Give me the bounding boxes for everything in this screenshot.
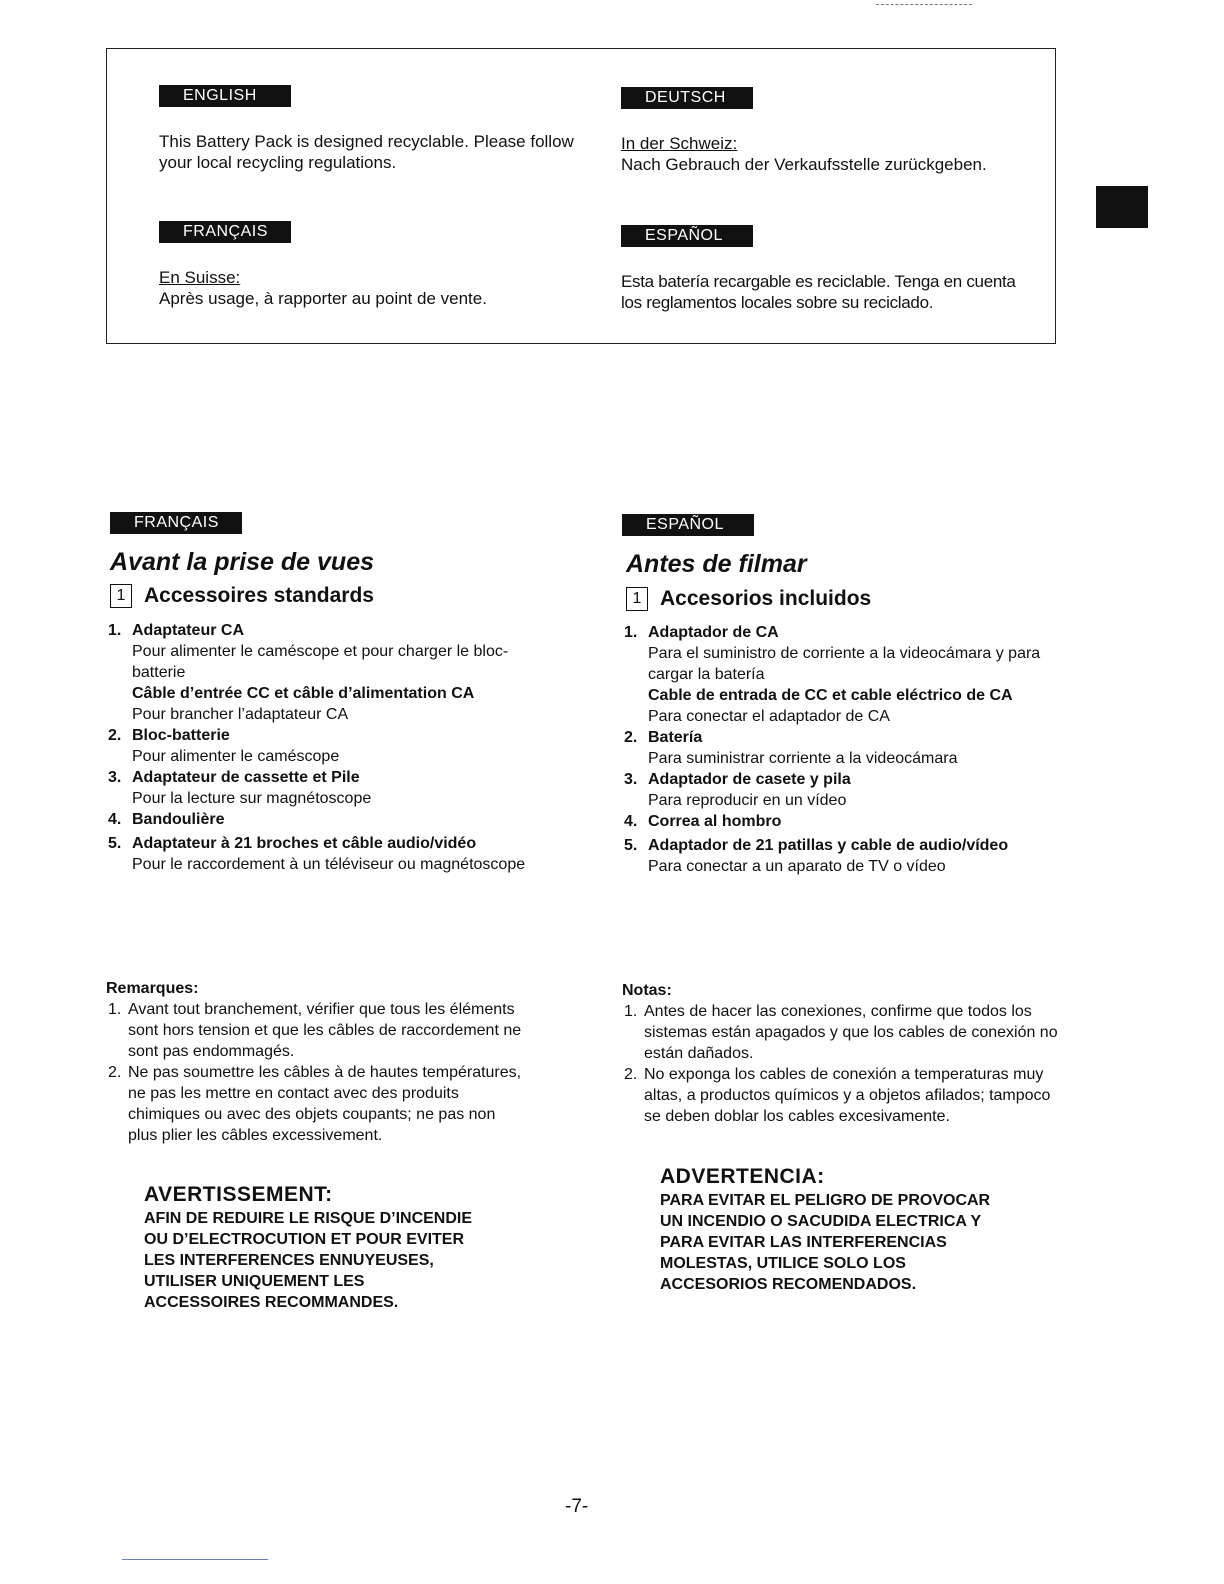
fr-language-label: FRANÇAIS bbox=[110, 512, 242, 534]
list-item bbox=[622, 811, 1062, 832]
item-number: 2. bbox=[624, 729, 638, 746]
item-number: 1. bbox=[108, 622, 122, 639]
es-section-title: Accesorios incluidos bbox=[660, 587, 872, 610]
fr-section-title: Accessoires standards bbox=[144, 584, 374, 607]
item-number: 5. bbox=[624, 837, 638, 854]
item-subtitle: Cable de entrada de CC et cable eléctrico de CA bbox=[648, 687, 1013, 704]
item-number: 3. bbox=[624, 771, 638, 788]
item-description: Para conectar a un aparato de TV o vídeo bbox=[648, 858, 946, 875]
fr-warning-title: AVERTISSEMENT: bbox=[144, 1183, 333, 1206]
list-item bbox=[106, 809, 566, 830]
top-edge-marks bbox=[876, 4, 972, 5]
item-description: Pour la lecture sur magnétoscope bbox=[132, 790, 372, 807]
deutsch-heading: In der Schweiz: bbox=[621, 134, 738, 153]
deutsch-block bbox=[621, 133, 1041, 175]
item-title: Correa al hombro bbox=[648, 813, 782, 830]
es-warning-title: ADVERTENCIA: bbox=[660, 1165, 825, 1188]
note-number: 2. bbox=[624, 1066, 638, 1083]
es-section-heading bbox=[626, 587, 871, 611]
francais-block bbox=[159, 267, 579, 309]
item-description: Pour alimenter le caméscope bbox=[132, 748, 340, 765]
fr-warning-text: AFIN DE REDUIRE LE RISQUE D’INCENDIE OU D’ELECTROCUTION ET POUR EVITER LES INTERFERENCES ENNUYEUSES, UTILISER UNIQUEMENT LES ACCESSOIRES RECOMMANDES. bbox=[144, 1210, 473, 1311]
fr-section-heading bbox=[110, 584, 374, 608]
list-item bbox=[622, 769, 1062, 811]
deutsch-label: DEUTSCH bbox=[621, 87, 753, 109]
english-text: This Battery Pack is designed recyclable. Please follow your local recycling regulations. bbox=[159, 132, 574, 172]
note-text: Avant tout branchement, vérifier que tous les éléments sont hors tension et que les câbles de raccordement ne sont pas endommagés. bbox=[128, 1001, 522, 1060]
francais-heading: En Suisse: bbox=[159, 268, 241, 287]
note-text: Antes de hacer las conexiones, confirme que todos los sistemas están apagados y que los cables de conexión no están dañados. bbox=[644, 1003, 1058, 1062]
es-language-label: ESPAÑOL bbox=[622, 514, 754, 536]
francais-text: Après usage, à rapporter au point de vente. bbox=[159, 289, 487, 308]
fr-accessory-list bbox=[106, 620, 566, 875]
item-sub-description: Pour brancher l’adaptateur CA bbox=[132, 706, 349, 723]
item-number: 5. bbox=[108, 835, 122, 852]
item-subtitle: Câble d’entrée CC et câble d’alimentation CA bbox=[132, 685, 475, 702]
item-title: Adaptador de casete y pila bbox=[648, 771, 851, 788]
bottom-rule bbox=[122, 1559, 268, 1560]
fr-notes-heading: Remarques: bbox=[106, 980, 199, 997]
note-text: Ne pas soumettre les câbles à de hautes températures, ne pas les mettre en contact avec des produits chimiques ou avec des objets coupants; ne pas non plus plier les câbles excessivement. bbox=[128, 1064, 522, 1144]
es-warning-text: PARA EVITAR EL PELIGRO DE PROVOCAR UN INCENDIO O SACUDIDA ELECTRICA Y PARA EVITAR LAS INTERFERENCIAS MOLESTAS, UTILICE SOLO LOS ACCESORIOS RECOMENDADOS. bbox=[660, 1192, 991, 1293]
deutsch-text: Nach Gebrauch der Verkaufsstelle zurückgeben. bbox=[621, 155, 987, 174]
list-item bbox=[106, 767, 566, 809]
es-notes bbox=[622, 980, 1062, 1127]
item-title: Batería bbox=[648, 729, 703, 746]
item-number: 2. bbox=[108, 727, 122, 744]
es-section-number: 1 bbox=[626, 587, 648, 611]
item-description: Pour alimenter le caméscope et pour charger le bloc-batterie bbox=[132, 643, 509, 681]
note-item bbox=[622, 1001, 1062, 1064]
list-item bbox=[622, 835, 1062, 877]
english-label: ENGLISH bbox=[159, 85, 291, 107]
item-title: Adaptateur à 21 broches et câble audio/vidéo bbox=[132, 835, 477, 852]
list-item bbox=[622, 727, 1062, 769]
list-item bbox=[106, 620, 566, 725]
list-item bbox=[106, 833, 566, 875]
es-warning bbox=[660, 1164, 990, 1295]
list-item bbox=[622, 622, 1062, 727]
item-title: Bloc-batterie bbox=[132, 727, 230, 744]
note-number: 2. bbox=[108, 1064, 122, 1081]
item-description: Para reproducir en un vídeo bbox=[648, 792, 847, 809]
fr-notes bbox=[106, 978, 526, 1146]
es-page-title: Antes de filmar bbox=[626, 550, 807, 578]
es-notes-heading: Notas: bbox=[622, 982, 672, 999]
espanol-label: ESPAÑOL bbox=[621, 225, 753, 247]
item-sub-description: Para conectar el adaptador de CA bbox=[648, 708, 890, 725]
recycling-notice-box bbox=[106, 48, 1056, 344]
espanol-text: Esta batería recargable es reciclable. Tenga en cuenta los reglamentos locales sobre su reciclado. bbox=[621, 272, 1016, 312]
item-title: Adaptador de CA bbox=[648, 624, 779, 641]
fr-section-number: 1 bbox=[110, 584, 132, 608]
note-number: 1. bbox=[108, 1001, 122, 1018]
item-number: 4. bbox=[624, 813, 638, 830]
side-tab-marker bbox=[1096, 186, 1148, 228]
item-description: Para suministrar corriente a la videocámara bbox=[648, 750, 958, 767]
fr-warning bbox=[144, 1182, 472, 1313]
note-item bbox=[622, 1064, 1062, 1127]
item-title: Adaptador de 21 patillas y cable de audio/vídeo bbox=[648, 837, 1009, 854]
note-item bbox=[106, 1062, 526, 1146]
item-description: Pour le raccordement à un téléviseur ou magnétoscope bbox=[132, 856, 526, 873]
item-number: 4. bbox=[108, 811, 122, 828]
note-text: No exponga los cables de conexión a temperaturas muy altas, a productos químicos y a objetos afilados; tampoco se deben doblar los cables excesivamente. bbox=[644, 1066, 1051, 1125]
item-number: 1. bbox=[624, 624, 638, 641]
item-number: 3. bbox=[108, 769, 122, 786]
fr-page-title: Avant la prise de vues bbox=[110, 548, 375, 576]
note-number: 1. bbox=[624, 1003, 638, 1020]
item-description: Para el suministro de corriente a la videocámara y para cargar la batería bbox=[648, 645, 1041, 683]
item-title: Adaptateur de cassette et Pile bbox=[132, 769, 360, 786]
page-number: -7- bbox=[565, 1496, 589, 1517]
es-accessory-list bbox=[622, 622, 1062, 877]
list-item bbox=[106, 725, 566, 767]
item-title: Bandoulière bbox=[132, 811, 225, 828]
francais-label: FRANÇAIS bbox=[159, 221, 291, 243]
note-item bbox=[106, 999, 526, 1062]
item-title: Adaptateur CA bbox=[132, 622, 245, 639]
